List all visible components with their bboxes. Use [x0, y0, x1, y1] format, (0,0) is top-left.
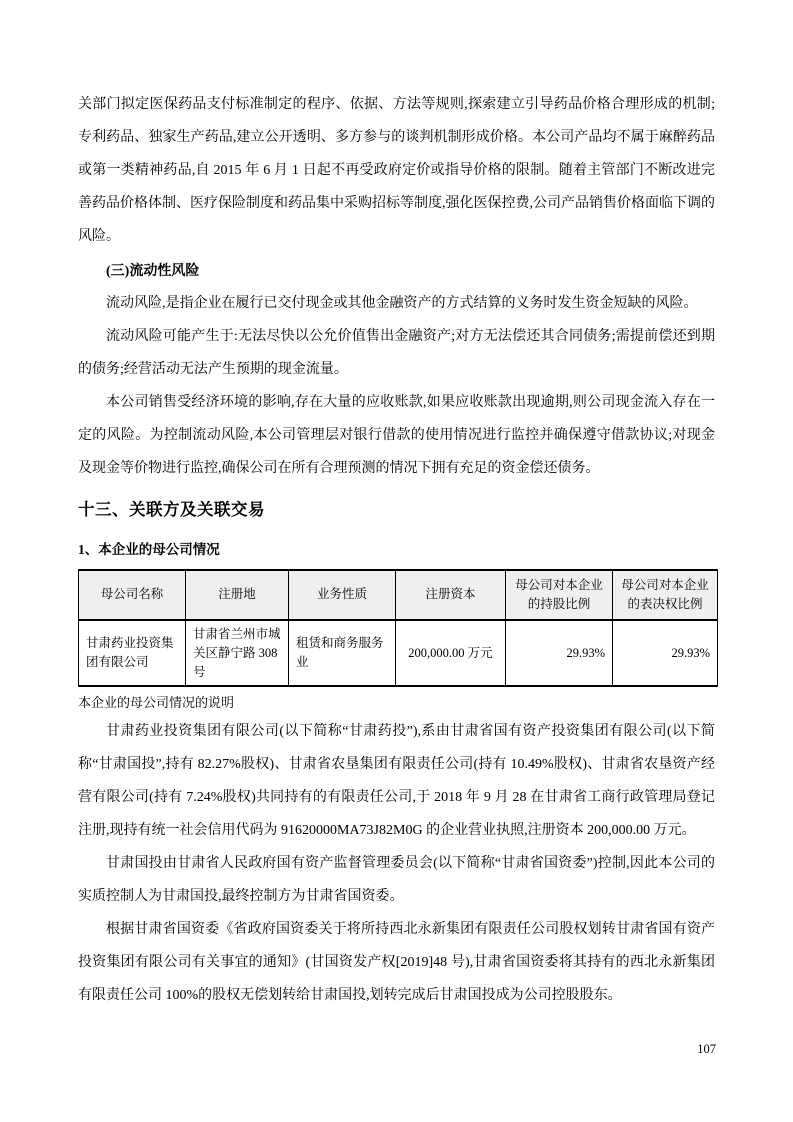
table-header-shareholding-ratio: 母公司对本企业的持股比例 [506, 570, 613, 620]
table-header-business-nature: 业务性质 [289, 570, 396, 620]
page-number: 107 [697, 1042, 716, 1056]
page-content [78, 88, 715, 1012]
paragraph-actual-controller: 甘肃国投由甘肃省人民政府国有资产监督管理委员会(以下简称“甘肃省国资委”)控制,因此本公司的实质控制人为甘肃国投,最终控制方为甘肃省国资委。 [78, 856, 715, 905]
paragraph-equity-transfer: 根据甘肃省国资委《省政府国资委关于将所持西北永新集团有限责任公司股权划转甘肃省国有资产投资集团有限公司有关事宜的通知》(甘国资发产权[2019]48 号),甘肃省国资委将其持有的西北永新集团有限责任公司 100%的股权无偿划转给甘肃国投,划转完成后甘肃国投成为公司控股股东。 [78, 922, 715, 1004]
subsection-heading-parent-company: 1、本企业的母公司情况 [78, 542, 220, 557]
section-heading-related-parties: 十三、关联方及关联交易 [78, 500, 265, 519]
paragraph-parent-company-intro: 甘肃药业投资集团有限公司(以下简称“甘肃药投”),系由甘肃省国有资产投资集团有限公司(以下简称“甘肃国投”,持有 82.27%股权)、甘肃省农垦集团有限责任公司(持有 10.49%股权)、甘肃省农垦资产经营有限公司(持有 7.24%股权)共同持有的有限责任公司,于 2018 年 9 月 28 在甘肃省工商行政管理局登记注册,现持有统一社会信用代码为 91620000MA73J82M0G 的企业营业执照,注册资本 200,000.00 万元。 [78, 724, 715, 839]
table-header-row [79, 570, 718, 620]
paragraph-liquidity-sources: 流动风险可能产生于:无法尽快以公允价值售出金融资产;对方无法偿还其合同债务;需提前偿还到期的债务;经营活动无法产生预期的现金流量。 [78, 329, 715, 377]
table-cell-parent-name: 甘肃药业投资集团有限公司 [79, 620, 186, 686]
table-header-parent-name: 母公司名称 [79, 570, 186, 620]
table-header-registered-capital: 注册资本 [396, 570, 506, 620]
table-cell-registered-address: 甘肃省兰州市城关区静宁路 308 号 [186, 620, 289, 686]
table-note: 本企业的母公司情况的说明 [78, 695, 235, 711]
paragraph-drug-pricing-risk-continuation: 关部门拟定医保药品支付标准制定的程序、依据、方法等规则,探索建立引导药品价格合理形成的机制;专利药品、独家生产药品,建立公开透明、多方参与的谈判机制形成价格。本公司产品均不属于麻醉药品或第一类精神药品,自 2015 年 6 月 1 日起不再受政府定价或指导价格的限制。随着主管部门不断改进完善药品价格体制、医疗保险制度和药品集中采购招标等制度,强化医保控费,公司产品销售价格面临下调的风险。 [78, 97, 715, 244]
paragraph-liquidity-definition: 流动风险,是指企业在履行已交付现金或其他金融资产的方式结算的义务时发生资金短缺的风险。 [106, 296, 698, 311]
table-cell-voting-ratio: 29.93% [613, 620, 718, 686]
table-header-voting-ratio: 母公司对本企业的表决权比例 [613, 570, 718, 620]
table-row [79, 620, 718, 686]
table-cell-business-nature: 租赁和商务服务业 [289, 620, 396, 686]
table-header-registered-address: 注册地 [186, 570, 289, 620]
table-cell-shareholding-ratio: 29.93% [506, 620, 613, 686]
parent-company-table [78, 569, 718, 687]
section-heading-liquidity-risk: (三)流动性风险 [106, 264, 200, 279]
paragraph-liquidity-control: 本公司销售受经济环境的影响,存在大量的应收账款,如果应收账款出现逾期,则公司现金流入存在一定的风险。为控制流动风险,本公司管理层对银行借款的使用情况进行监控并确保遵守借款协议;对现金及现金等价物进行监控,确保公司在所有合理预测的情况下拥有充足的资金偿还债务。 [78, 395, 715, 476]
table-cell-registered-capital: 200,000.00 万元 [396, 620, 506, 686]
